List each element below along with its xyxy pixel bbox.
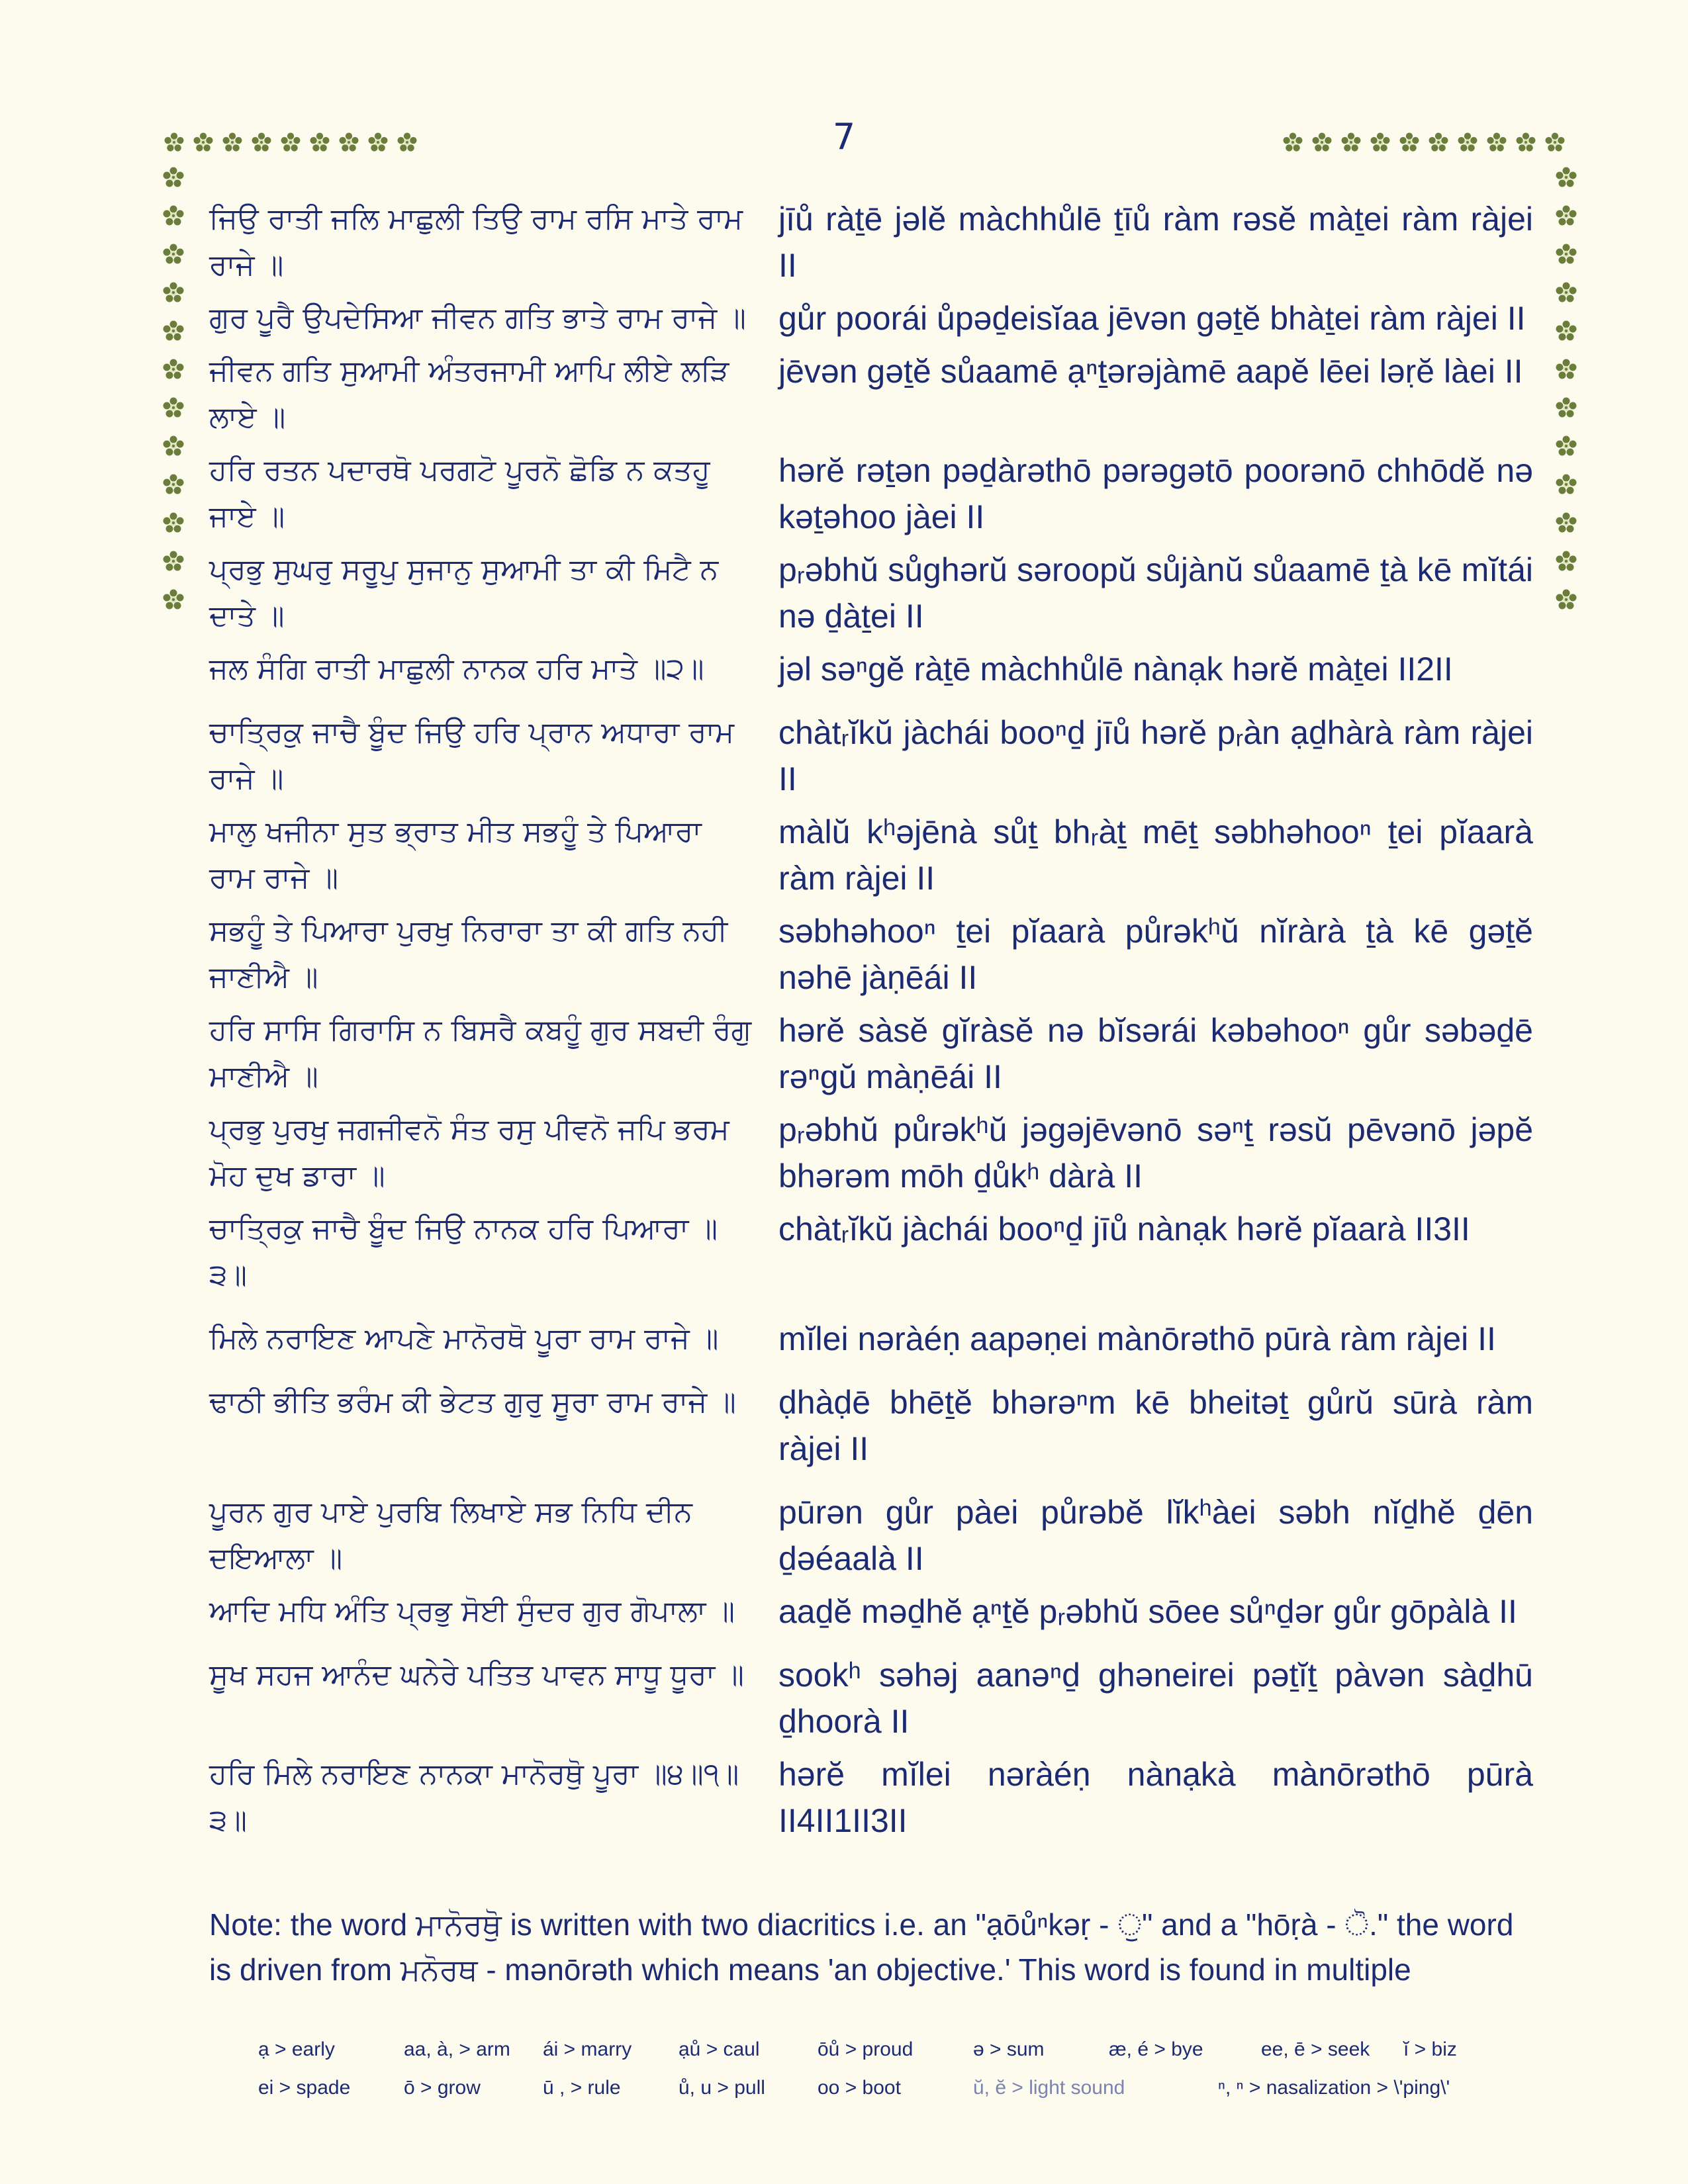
gurmukhi-text: ਹਰਿ ਸਾਸਿ ਗਿਰਾਸਿ ਨ ਬਿਸਰੈ ਕਬਹੂੰ ਗੁਰ ਸਬਦੀ ਰੰਗੁ ਮਾਣੀਐ ॥ <box>209 1013 751 1093</box>
border-right <box>1554 165 1578 612</box>
verse <box>209 1652 1533 1745</box>
verse <box>209 295 1533 341</box>
transliteration: aaḏĕ məḏhĕ ạⁿṯĕ pᵣəbhŭ sōee sůⁿḏər gůr gōpàlà II <box>778 1593 1517 1630</box>
flower-icon <box>1554 319 1578 343</box>
flower-icon <box>162 511 185 535</box>
flower-icon <box>1544 131 1566 154</box>
legend-item: ạ > early <box>258 2038 335 2060</box>
legend-item: ạů > caul <box>679 2038 760 2060</box>
verse <box>209 709 1533 802</box>
verse <box>209 1107 1533 1199</box>
gurmukhi-text: ਚਾਤ੍ਰਿਕੁ ਜਾਚੈ ਬੂੰਦ ਜਿਉ ਨਾਨਕ ਹਰਿ ਪਿਆਰਾ ॥੩॥ <box>209 1212 718 1292</box>
flower-icon <box>162 319 185 343</box>
transliteration: jīů ràṯē jəlĕ màchhůlē ṯīů ràm rəsĕ màṯei ràm ràjei II <box>778 201 1533 284</box>
flower-icon <box>1554 242 1578 266</box>
transliteration: səbhəhooⁿ ṯei pĭaarà půrəkʰŭ nĭràrà ṯà kē gəṯĕ nəhē jàṇēái II <box>778 913 1533 996</box>
gurmukhi-text: ਸਭਹੂੰ ਤੇ ਪਿਆਰਾ ਪੁਰਖੁ ਨਿਰਾਰਾ ਤਾ ਕੀ ਗਤਿ ਨਹੀ ਜਾਣੀਐ ॥ <box>209 914 728 994</box>
transliteration: jēvən gəṯĕ sůaamē ạⁿṯərəjàmē aapĕ lēei ləṛĕ làei II <box>778 353 1523 390</box>
flower-icon <box>221 131 244 154</box>
flower-icon <box>250 131 273 154</box>
legend-item: ĭ > biz <box>1403 2038 1457 2060</box>
page-number: 7 <box>832 116 856 158</box>
gurmukhi-text: ਸੂਖ ਸਹਜ ਆਨੰਦ ਘਨੇਰੇ ਪਤਿਤ ਪਾਵਨ ਸਾਧੂ ਧੂਰਾ ॥ <box>209 1658 744 1692</box>
flower-icon <box>1554 204 1578 228</box>
border-left <box>162 165 185 612</box>
transliteration: hərĕ mĭlei nəràéṇ nànạkà mànōrəthō pūrà II4II1II3II <box>778 1756 1533 1839</box>
flower-icon <box>1554 165 1578 189</box>
gurmukhi-text: ਹਰਿ ਮਿਲੇ ਨਰਾਇਣ ਨਾਨਕਾ ਮਾਨੋਰਥੋੁ ਪੂਰਾ ॥੪॥੧॥੩॥ <box>209 1757 739 1837</box>
flower-icon <box>308 131 331 154</box>
legend-item: ə > sum <box>973 2038 1045 2060</box>
flower-icon <box>162 396 185 420</box>
legend-item: oo > boot <box>818 2077 901 2099</box>
flower-icon <box>1554 549 1578 573</box>
legend-item: ū , > rule <box>543 2077 621 2099</box>
gurmukhi-text: ਚਾਤ੍ਰਿਕੁ ਜਾਚੈ ਬੂੰਦ ਜਿਉ ਹਰਿ ਪ੍ਰਾਨ ਅਧਾਰਾ ਰਾਮ ਰਾਜੇ ॥ <box>209 715 735 796</box>
flower-icon <box>192 131 214 154</box>
legend-item: ee, ē > seek <box>1261 2038 1370 2060</box>
flower-icon <box>162 549 185 573</box>
verse <box>209 348 1533 441</box>
verse <box>209 908 1533 1001</box>
legend-item: ŭ, ĕ > light sound <box>973 2077 1125 2099</box>
flower-icon <box>162 204 185 228</box>
transliteration: mĭlei nəràéṇ aapəṇei mànōrəthō pūrà ràm ràjei II <box>778 1320 1496 1357</box>
flower-icon <box>1554 396 1578 420</box>
transliteration: pᵣəbhŭ půrəkʰŭ jəgəjēvənō səⁿṯ rəsŭ pēvənō jəpĕ bhərəm mōh ḏůkʰ dàrà II <box>778 1111 1533 1195</box>
legend-item: æ, é > bye <box>1109 2038 1203 2060</box>
verse <box>209 1379 1533 1472</box>
flower-icon <box>1554 434 1578 458</box>
verse <box>209 1588 1533 1635</box>
flower-icon <box>162 434 185 458</box>
verse <box>209 1489 1533 1582</box>
gurmukhi-text: ਪੂਰਨ ਗੁਰ ਪਾਏ ਪੁਰਬਿ ਲਿਖਾਏ ਸਭ ਨਿਧਿ ਦੀਨ ਦਇਆਲਾ ॥ <box>209 1495 692 1575</box>
flower-icon <box>338 131 360 154</box>
flower-icon <box>1554 473 1578 496</box>
flower-icon <box>1554 588 1578 612</box>
verse <box>209 646 1533 692</box>
flower-icon <box>1427 131 1450 154</box>
flower-icon <box>163 131 185 154</box>
flower-icon <box>162 281 185 304</box>
transliteration: pūrən gůr pàei půrəbĕ lĭkʰàei səbh nĭḏhĕ ḏēn ḏəéaalà II <box>778 1494 1533 1577</box>
transliteration: pᵣəbhŭ sůghərŭ səroopŭ sůjànŭ sůaamē ṯà kē mĭtái nə ḏàṯei II <box>778 551 1533 635</box>
verse <box>209 547 1533 639</box>
gurmukhi-text: ਮਾਲੁ ਖਜੀਨਾ ਸੁਤ ਭ੍ਰਾਤ ਮੀਤ ਸਭਹੂੰ ਤੇ ਪਿਆਰਾ ਰਾਮ ਰਾਜੇ ॥ <box>209 815 702 895</box>
flower-icon <box>1485 131 1508 154</box>
transliteration: jəl səⁿgĕ ràṯē màchhůlē nànạk hərĕ màṯei II2II <box>778 651 1453 688</box>
transliteration: ḍhàḍē bhēṯĕ bhərəⁿm kē bheitəṯ gůrŭ sūrà ràm ràjei II <box>778 1384 1533 1467</box>
flower-icon <box>1398 131 1421 154</box>
flower-icon <box>1340 131 1362 154</box>
gurmukhi-text: ਜੀਵਨ ਗਤਿ ਸੁਆਮੀ ਅੰਤਰਜਾਮੀ ਆਪਿ ਲੀਏ ਲੜਿ ਲਾਏ ॥ <box>209 354 729 434</box>
border-top-right <box>1282 131 1566 154</box>
gurmukhi-text: ਜਲ ਸੰਗਿ ਰਾਤੀ ਮਾਛੁਲੀ ਨਾਨਕ ਹਰਿ ਮਾਤੇ ॥੨॥ <box>209 652 704 686</box>
verse <box>209 809 1533 901</box>
flower-icon <box>162 588 185 612</box>
transliteration: sookʰ səhəj aanəⁿḏ ghəneirei pəṯĭṯ pàvən sàḏhū ḏhoorà II <box>778 1657 1533 1740</box>
flower-icon <box>1282 131 1304 154</box>
flower-icon <box>367 131 389 154</box>
flower-icon <box>162 473 185 496</box>
flower-icon <box>162 242 185 266</box>
gurmukhi-text: ਜਿਉ ਰਾਤੀ ਜਲਿ ਮਾਛੁਲੀ ਤਿਉ ਰਾਮ ਰਸਿ ਮਾਤੇ ਰਾਮ ਰਾਜੇ ॥ <box>209 202 743 282</box>
border-top-left <box>163 131 418 154</box>
transliteration: gůr poorái ůpəḏeisĭaa jēvən gəṯĕ bhàṯei ràm ràjei II <box>778 300 1526 337</box>
transliteration: hərĕ rəṯən pəḏàrəthō pərəgətō poorənō chhōdĕ nə kəṯəhoo jàei II <box>778 452 1533 535</box>
gurmukhi-text: ਢਾਠੀ ਭੀਤਿ ਭਰੰਮ ਕੀ ਭੇਟਤ ਗੁਰੁ ਸੂਰਾ ਰਾਮ ਰਾਜੇ ॥ <box>209 1385 736 1419</box>
legend-item: ei > spade <box>258 2077 351 2099</box>
verse <box>209 1206 1533 1298</box>
legend-item: aa, à, > arm <box>404 2038 510 2060</box>
gurmukhi-text: ਆਦਿ ਮਧਿ ਅੰਤਿ ਪ੍ਰਭੁ ਸੋਈ ਸੁੰਦਰ ਗੁਰ ਗੋਪਾਲਾ ॥ <box>209 1594 735 1628</box>
verses <box>209 196 1533 1850</box>
flower-icon <box>396 131 418 154</box>
flower-icon <box>1456 131 1479 154</box>
note-paragraph: Note: the word ਮਾਨੋਰਥੋੁ is written with two diacritics i.e. an "ạōůⁿkəṛ - ੁ" and a "hōṛà - ੋ." the word is driven from ਮਨੋਰਥ - mənōrəth which means 'an objective.' This word is found in multiple <box>209 1907 1514 1987</box>
legend-item: ōů > proud <box>818 2038 914 2060</box>
flower-icon <box>1369 131 1391 154</box>
pronunciation-legend <box>258 2030 1516 2107</box>
verse <box>209 1751 1533 1844</box>
gurmukhi-text: ਪ੍ਰਭੁ ਸੁਘਰੁ ਸਰੂਪੁ ਸੁਜਾਨੁ ਸੁਆਮੀ ਤਾ ਕੀ ਮਿਟੈ ਨ ਦਾਤੇ ॥ <box>209 553 719 633</box>
flower-icon <box>162 357 185 381</box>
gurmukhi-text: ਪ੍ਰਭੁ ਪੁਰਖੁ ਜਗਜੀਵਨੋ ਸੰਤ ਰਸੁ ਪੀਵਨੋ ਜਪਿ ਭਰਮ ਮੋਹ ਦੁਖ ਡਾਰਾ ॥ <box>209 1113 729 1193</box>
transliteration: chàtᵣĭkŭ jàchái booⁿḏ jīů hərĕ pᵣàn ạḏhàrà ràm ràjei II <box>778 714 1533 797</box>
flower-icon <box>1515 131 1537 154</box>
verse <box>209 1316 1533 1362</box>
verse <box>209 1007 1533 1100</box>
gurmukhi-text: ਗੁਰ ਪੂਰੈ ਉਪਦੇਸਿਆ ਜੀਵਨ ਗਤਿ ਭਾਤੇ ਰਾਮ ਰਾਜੇ ॥ <box>209 301 746 335</box>
gurmukhi-text: ਹਰਿ ਰਤਨ ਪਦਾਰਥੋ ਪਰਗਟੋ ਪੂਰਨੋ ਛੋਡਿ ਨ ਕਤਹੂ ਜਾਏ ॥ <box>209 453 710 533</box>
legend-row <box>258 2030 1516 2069</box>
legend-row <box>258 2069 1516 2107</box>
flower-icon <box>279 131 302 154</box>
legend-item: ⁿ, ⁿ > nasalization > \'ping\' <box>1218 2077 1450 2099</box>
flower-icon <box>1554 511 1578 535</box>
legend-item: ō > grow <box>404 2077 481 2099</box>
flower-icon <box>1311 131 1333 154</box>
transliteration: hərĕ sàsĕ gĭràsĕ nə bĭsərái kəbəhooⁿ gůr səbəḏē rəⁿgŭ màṇēái II <box>778 1012 1533 1095</box>
flower-icon <box>1554 281 1578 304</box>
verse <box>209 196 1533 289</box>
legend-item: ů, u > pull <box>679 2077 765 2099</box>
transliteration: màlŭ kʰəjēnà sůṯ bhᵣàṯ mēṯ səbhəhooⁿ ṯei pĭaarà ràm ràjei II <box>778 813 1533 897</box>
flower-icon <box>162 165 185 189</box>
gurmukhi-text: ਮਿਲੇ ਨਰਾਇਣ ਆਪਣੇ ਮਾਨੋਰਥੋ ਪੂਰਾ ਰਾਮ ਰਾਜੇ ॥ <box>209 1322 719 1355</box>
flower-icon <box>1554 357 1578 381</box>
legend-item: ái > marry <box>543 2038 632 2060</box>
verse <box>209 447 1533 540</box>
transliteration: chàtᵣĭkŭ jàchái booⁿḏ jīů nànạk hərĕ pĭaarà II3II <box>778 1210 1470 1248</box>
